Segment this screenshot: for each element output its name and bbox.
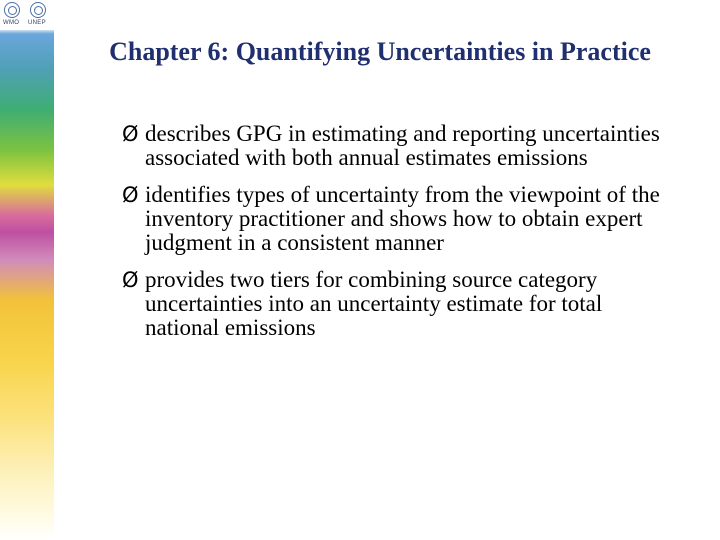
decorative-sidebar xyxy=(0,0,54,540)
bullet-text: provides two tiers for combining source category uncertainties into an uncertainty estimate for total national emissions xyxy=(145,267,603,340)
bullet-item xyxy=(122,183,682,255)
logo-bar xyxy=(0,0,62,30)
wmo-logo-icon xyxy=(4,2,20,18)
arrow-bullet-icon: Ø xyxy=(122,183,139,207)
unep-logo-icon xyxy=(30,2,46,18)
bullet-list xyxy=(122,122,682,353)
slide-title: Chapter 6: Quantifying Uncertainties in Practice xyxy=(109,37,651,66)
bullet-text: describes GPG in estimating and reporting uncertainties associated with both annual estimates emissions xyxy=(145,121,660,170)
wmo-logo-label: WMO xyxy=(3,20,20,26)
bullet-text: identifies types of uncertainty from the viewpoint of the inventory practitioner and shows how to obtain expert judgment in a consistent manner xyxy=(145,182,660,255)
unep-logo-label: UNEP xyxy=(28,20,46,26)
arrow-bullet-icon: Ø xyxy=(122,122,139,146)
bullet-item xyxy=(122,122,682,170)
bullet-item xyxy=(122,268,682,340)
arrow-bullet-icon: Ø xyxy=(122,268,139,292)
